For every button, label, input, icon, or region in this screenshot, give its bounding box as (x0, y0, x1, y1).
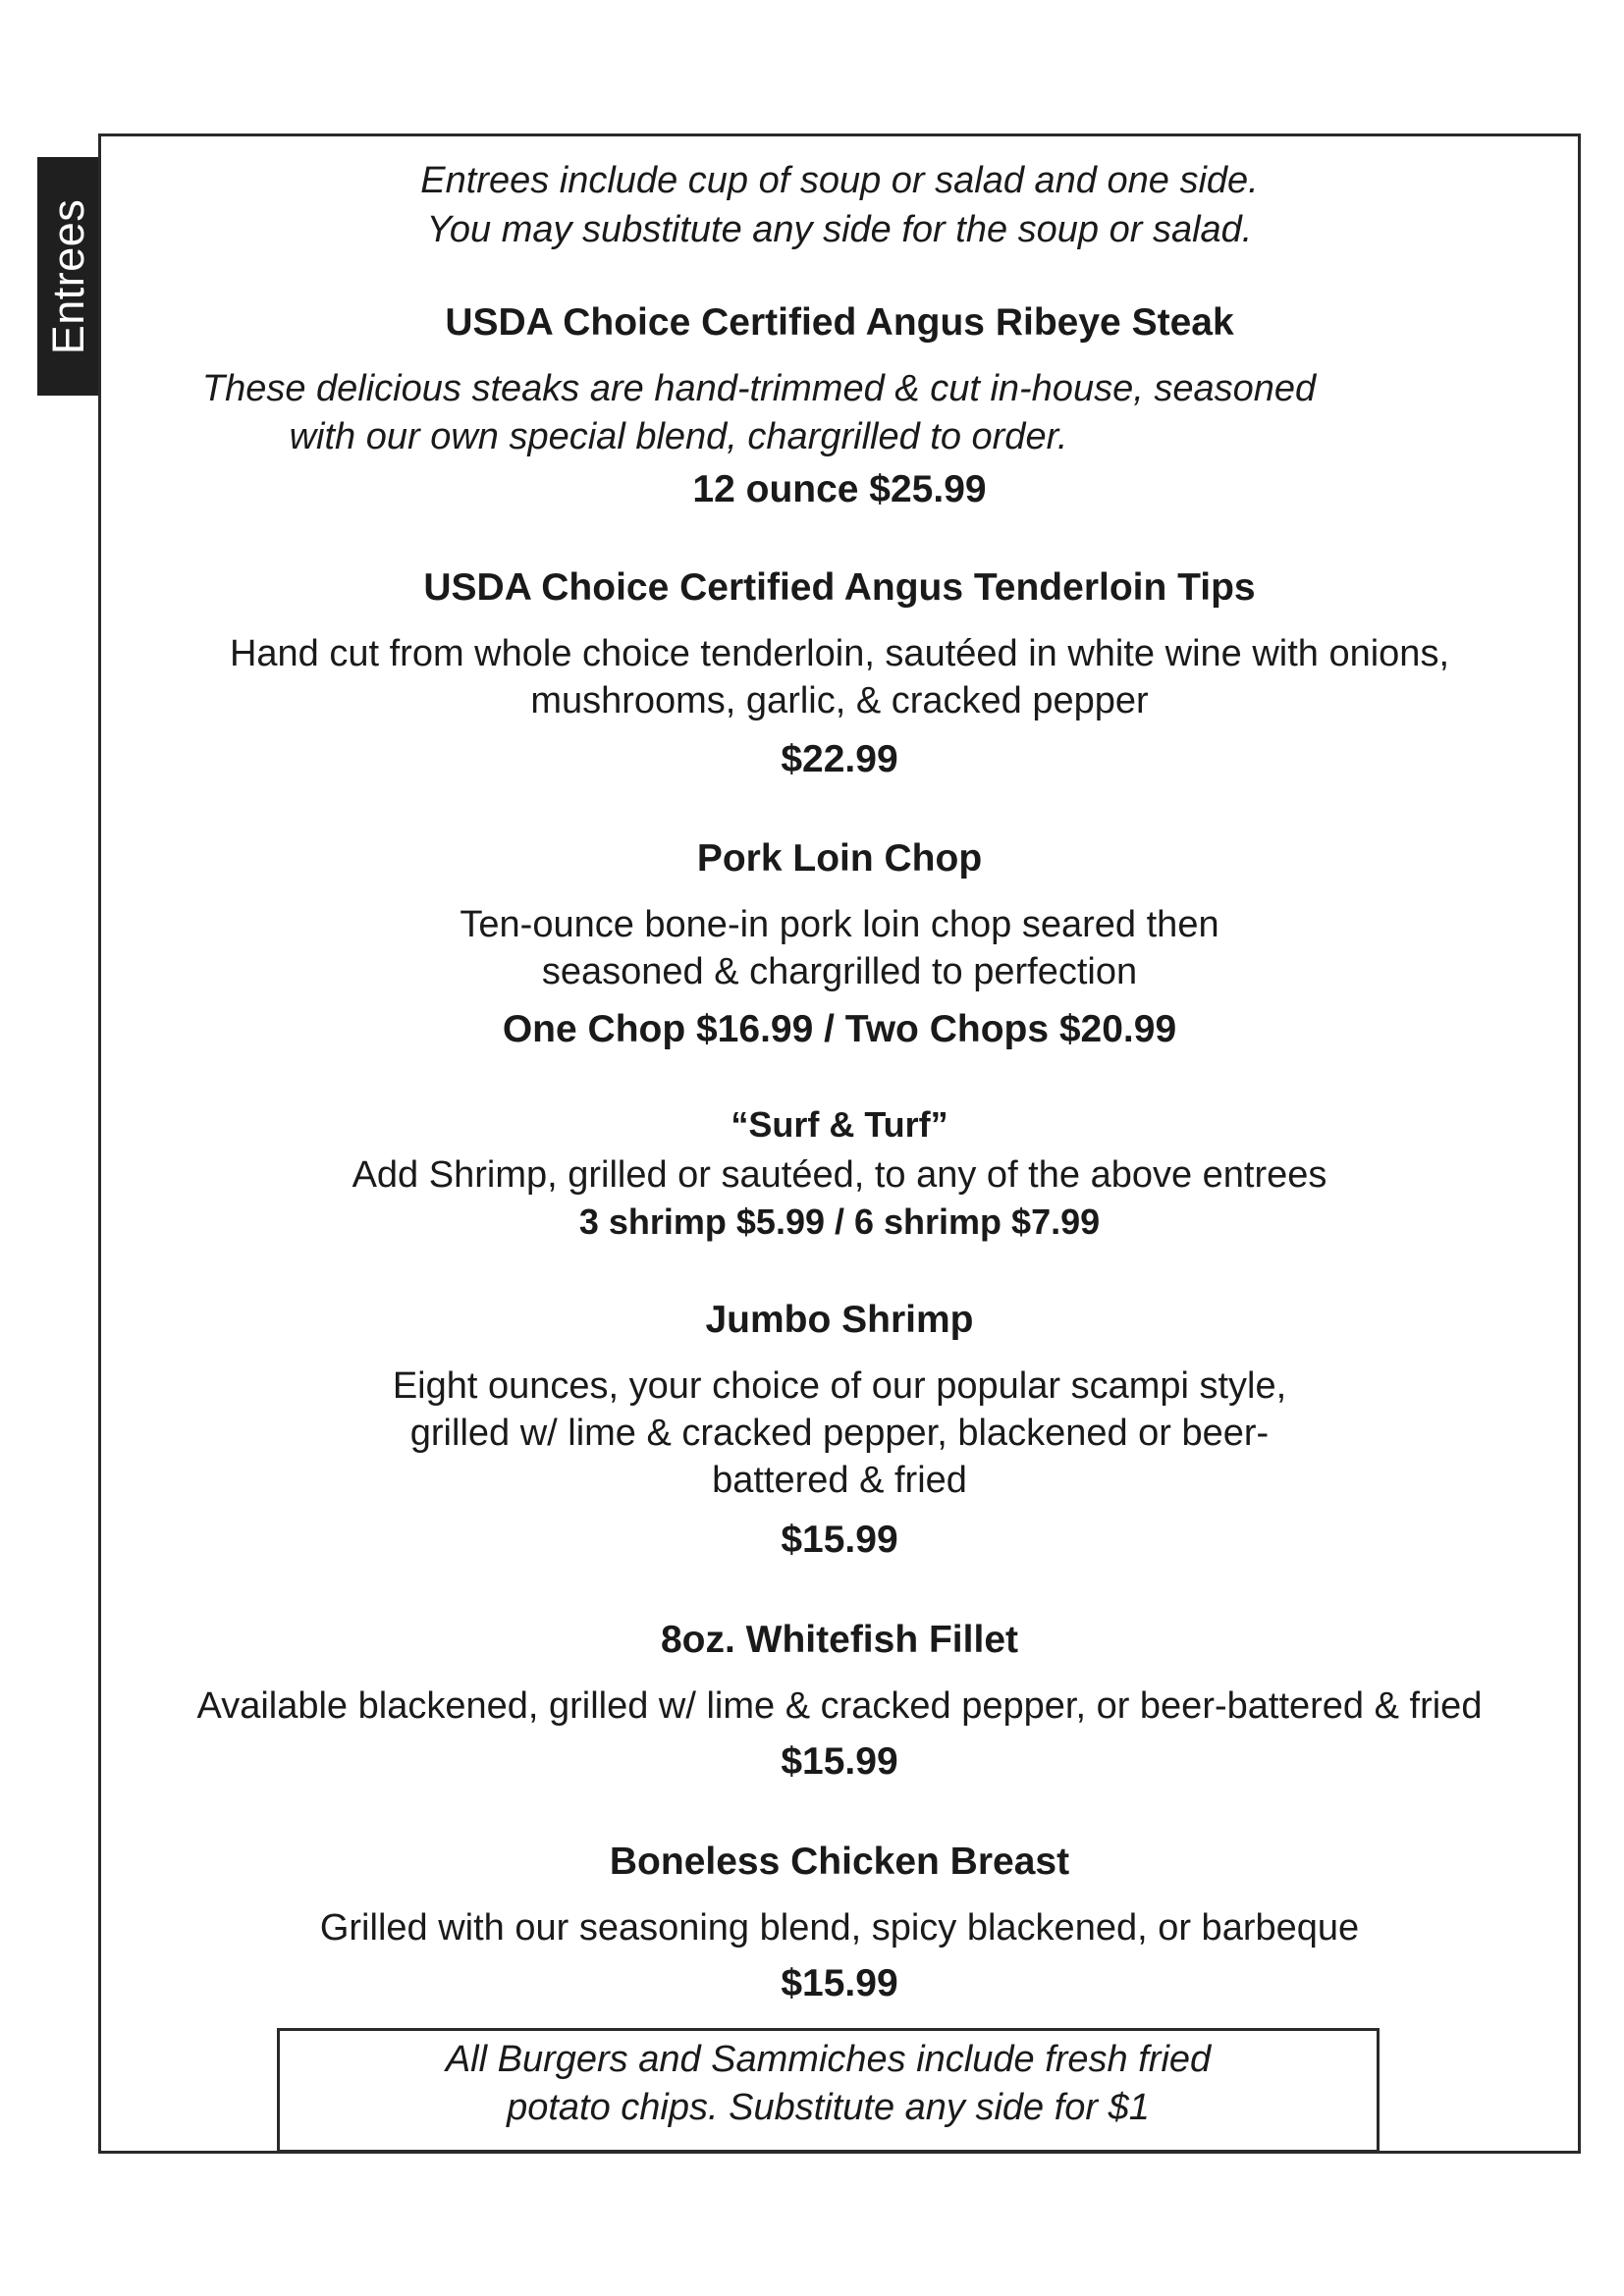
sides-note-box (277, 2028, 1380, 2153)
item-title-chicken-breast: Boneless Chicken Breast (609, 1841, 1070, 1883)
item-description-pork-loin-chop-2: seasoned & chargrilled to perfection (541, 951, 1138, 992)
intro-line-2: You may substitute any side for the soup or salad. (426, 209, 1253, 250)
item-price-surf-and-turf: 3 shrimp $5.99 / 6 shrimp $7.99 (578, 1201, 1101, 1242)
sides-note-line-1: All Burgers and Sammiches include fresh fried (445, 2039, 1212, 2080)
item-description-jumbo-shrimp-1: Eight ounces, your choice of our popular scampi style, (392, 1365, 1287, 1407)
item-description-jumbo-shrimp-3: battered & fried (712, 1460, 967, 1501)
section-tab (37, 157, 100, 396)
item-price-chicken-breast: $15.99 (781, 1962, 898, 2004)
item-price-pork-loin-chop: One Chop $16.99 / Two Chops $20.99 (502, 1008, 1177, 1050)
item-title-whitefish-fillet: 8oz. Whitefish Fillet (660, 1619, 1018, 1661)
item-description-ribeye-2: with our own special blend, chargrilled to order. (289, 416, 1068, 457)
item-description-tenderloin-tips-2: mushrooms, garlic, & cracked pepper (530, 680, 1149, 721)
item-title-pork-loin-chop: Pork Loin Chop (696, 837, 983, 880)
intro-line-1: Entrees include cup of soup or salad and one side. (420, 160, 1259, 201)
item-description-jumbo-shrimp-2: grilled w/ lime & cracked pepper, blackened or beer- (409, 1413, 1270, 1454)
item-description-chicken-breast: Grilled with our seasoning blend, spicy blackened, or barbeque (319, 1907, 1360, 1949)
item-description-ribeye-1: These delicious steaks are hand-trimmed & cut in-house, seasoned (201, 368, 1317, 409)
item-price-jumbo-shrimp: $15.99 (781, 1519, 898, 1561)
item-description-whitefish-fillet: Available blackened, grilled w/ lime & cracked pepper, or beer-battered & fried (196, 1685, 1483, 1727)
section-tab-label: Entrees (43, 198, 93, 354)
item-title-jumbo-shrimp: Jumbo Shrimp (705, 1299, 974, 1341)
item-description-surf-and-turf: Add Shrimp, grilled or sautéed, to any of the above entrees (352, 1154, 1327, 1196)
item-title-tenderloin-tips: USDA Choice Certified Angus Tenderloin Tips (423, 566, 1256, 609)
item-title-surf-and-turf: “Surf & Turf” (731, 1104, 948, 1145)
sides-note-line-2: potato chips. Substitute any side for $1 (507, 2087, 1150, 2128)
item-description-tenderloin-tips-1: Hand cut from whole choice tenderloin, sautéed in white wine with onions, (229, 633, 1450, 674)
menu-frame (98, 133, 1581, 2154)
item-price-whitefish-fillet: $15.99 (781, 1740, 898, 1783)
item-price-tenderloin-tips: $22.99 (781, 738, 898, 780)
item-title-ribeye: USDA Choice Certified Angus Ribeye Steak (445, 301, 1234, 344)
item-price-ribeye: 12 ounce $25.99 (692, 468, 987, 510)
item-description-pork-loin-chop-1: Ten-ounce bone-in pork loin chop seared then (460, 904, 1219, 945)
